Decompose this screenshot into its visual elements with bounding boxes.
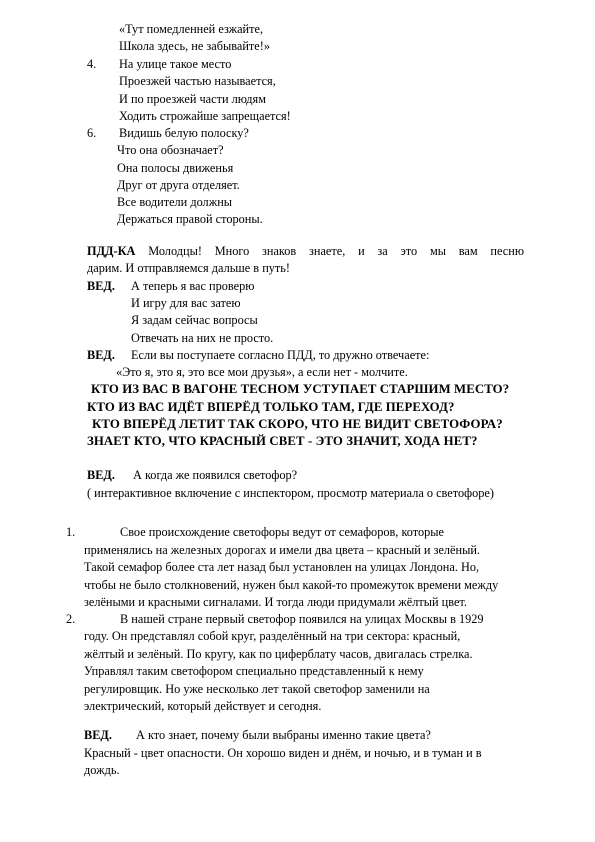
- speaker-label: ПДД-КА: [87, 244, 136, 258]
- paragraph-line: жёлтый и зелёный. По кругу, как по циферблату часов, двигалась стрелка.: [84, 647, 473, 661]
- paragraph-line: применялись на железных дорогах и имели два цвета – красный и зелёный.: [84, 543, 480, 557]
- poem-line: Ходить строжайше запрещается!: [119, 109, 291, 123]
- pddka-line: [87, 243, 524, 259]
- paragraph-line: В нашей стране первый светофор появился на улицах Москвы в 1929: [120, 612, 484, 626]
- poem-line: И по проезжей части людям: [119, 92, 266, 106]
- poem-line: Видишь белую полоску?: [119, 126, 249, 140]
- poem-line: Отвечать на них не просто.: [131, 331, 274, 345]
- poem-line: Я задам сейчас вопросы: [131, 313, 258, 327]
- poem-line: Друг от друга отделяет.: [117, 178, 240, 192]
- item-number: 6.: [87, 126, 97, 140]
- speaker-label: ВЕД.: [87, 468, 115, 482]
- poem-line: Проезжей частью называется,: [119, 74, 276, 88]
- question-line: КТО ВПЕРЁД ЛЕТИТ ТАК СКОРО, ЧТО НЕ ВИДИТ СВЕТОФОРА?: [92, 417, 503, 431]
- dialogue-text: А когда же появился светофор?: [133, 468, 298, 482]
- dialogue-text: А кто знает, почему были выбраны именно такие цвета?: [136, 728, 431, 742]
- poem-line: А теперь я вас проверю: [131, 279, 255, 293]
- paragraph-line: Такой семафор более ста лет назад был установлен на улицах Лондона. Но,: [84, 560, 480, 574]
- stage-direction: ( интерактивное включение с инспектором, просмотр материала о светофоре): [87, 486, 494, 500]
- question-line: ЗНАЕТ КТО, ЧТО КРАСНЫЙ СВЕТ - ЭТО ЗНАЧИТ, ХОДА НЕТ?: [87, 434, 478, 448]
- dialogue-text: «Это я, это я, это все мои друзья», а если нет - молчите.: [116, 365, 408, 379]
- item-number: 4.: [87, 57, 97, 71]
- paragraph-line: электрический, который действует и сегодня.: [84, 699, 322, 713]
- poem-line: Она полосы движенья: [117, 161, 234, 175]
- poem-line: На улице такое место: [119, 57, 232, 71]
- dialogue-text: Молодцы! Много знаков знаете, и за это мы вам песню: [148, 244, 525, 258]
- speaker-label: ВЕД.: [87, 348, 115, 362]
- poem-line: Школа здесь, не забывайте!»: [119, 39, 270, 53]
- paragraph-line: Красный - цвет опасности. Он хорошо виден и днём, и ночью, и в туман и в: [84, 746, 482, 760]
- poem-line: Все водители должны: [117, 195, 233, 209]
- poem-line: «Тут помедленней езжайте,: [119, 22, 264, 36]
- poem-line: Держаться правой стороны.: [117, 212, 263, 226]
- item-number: 1.: [66, 525, 76, 539]
- speaker-label: ВЕД.: [84, 728, 112, 742]
- question-line: КТО ИЗ ВАС ИДЁТ ВПЕРЁД ТОЛЬКО ТАМ, ГДЕ ПЕРЕХОД?: [87, 400, 455, 414]
- dialogue-text: Если вы поступаете согласно ПДД, то дружно отвечаете:: [131, 348, 430, 362]
- question-line: КТО ИЗ ВАС В ВАГОНЕ ТЕСНОМ УСТУПАЕТ СТАРШИМ МЕСТО?: [91, 382, 510, 396]
- paragraph-line: зелёными и красными сигналами. И тогда люди придумали жёлтый цвет.: [84, 595, 467, 609]
- paragraph-line: дождь.: [84, 763, 120, 777]
- paragraph-line: Свое происхождение светофоры ведут от семафоров, которые: [120, 525, 445, 539]
- paragraph-line: Управлял таким светофором специально представленный к нему: [84, 664, 424, 678]
- speaker-label: ВЕД.: [87, 279, 115, 293]
- paragraph-line: году. Он представлял собой круг, разделённый на три сектора: красный,: [84, 629, 461, 643]
- dialogue-text: дарим. И отправляемся дальше в путь!: [87, 261, 290, 275]
- poem-line: И игру для вас затею: [131, 296, 241, 310]
- item-number: 2.: [66, 612, 76, 626]
- paragraph-line: чтобы не было столкновений, нужен был какой-то промежуток времени между: [84, 578, 499, 592]
- paragraph-line: регулировщик. Но уже несколько лет такой светофор заменили на: [84, 682, 430, 696]
- poem-line: Что она обозначает?: [117, 143, 224, 157]
